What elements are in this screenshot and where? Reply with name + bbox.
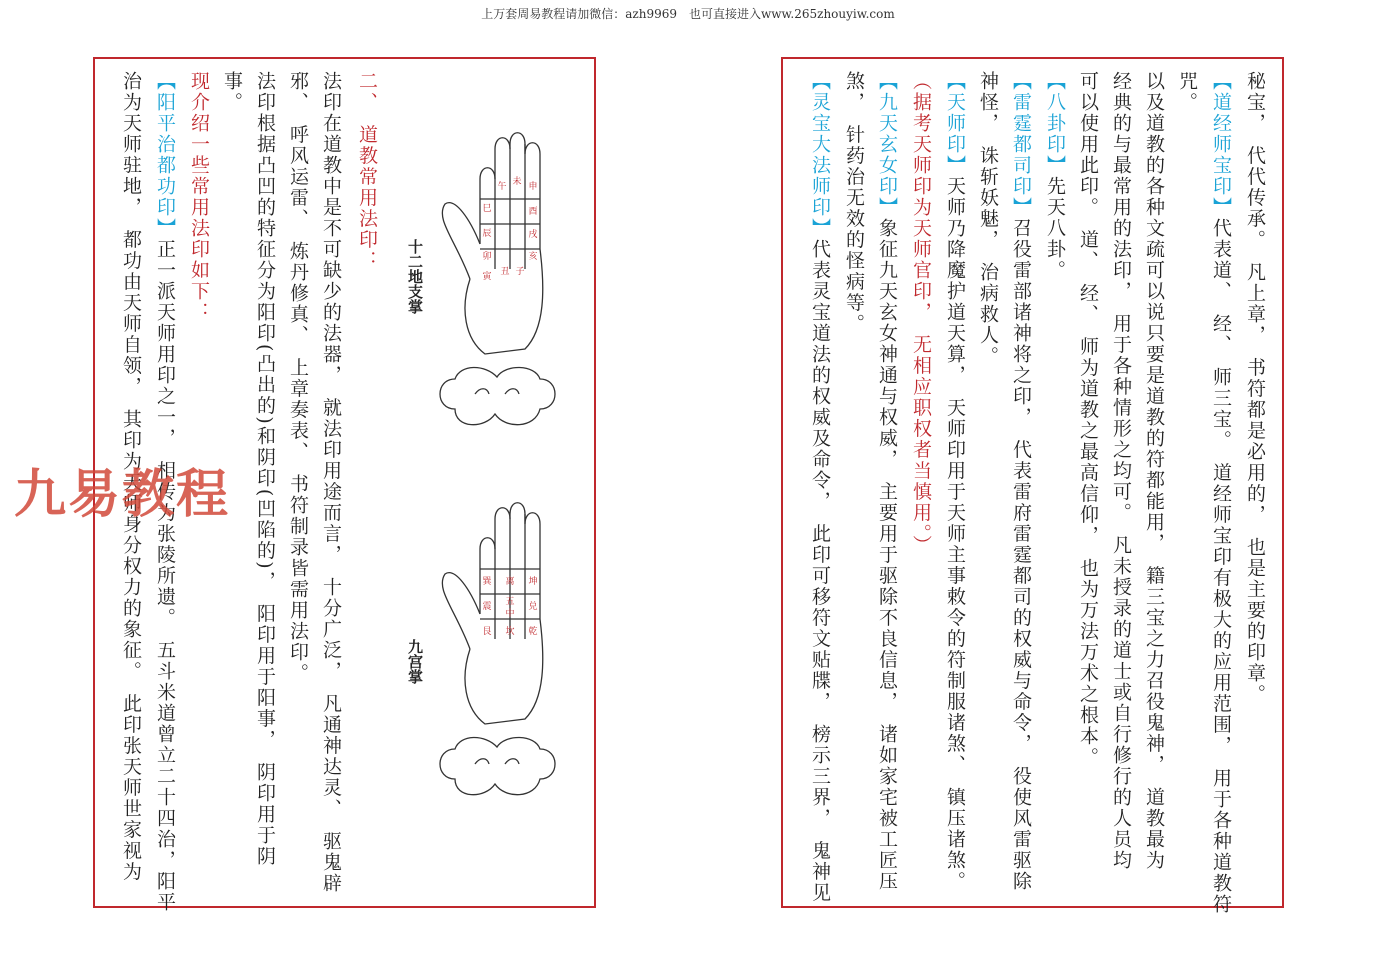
seal-description: 召役雷部诸神将之印， 代表雷府雷霆都司的权威与命令， 役使风雷驱除 — [1010, 218, 1032, 892]
branch-cell: 卯 — [482, 252, 492, 262]
text-column — [1207, 71, 1234, 915]
twelve-branches-hand-label: 十二地支掌 — [406, 239, 424, 314]
branch-cell: 申 — [528, 182, 538, 192]
branch-cell: 亥 — [528, 252, 538, 262]
text-column: 邪、 呼风运雷、 炼丹修真、 上章奏表、 书符制录皆需用法印。 — [287, 71, 309, 684]
branch-cell: 寅 — [482, 272, 492, 282]
top-banner: 上万套周易教程请加微信：azh9969 也可直接进入www.265zhouyiw.com — [481, 7, 895, 21]
palace-cell: 乾 — [528, 627, 538, 637]
palace-cell: 巽 — [482, 577, 492, 587]
palace-cell: 兑 — [528, 602, 538, 612]
seal-description: 象征九天玄女神通与权威， 主要用于驱除不良信息， 诸如家宅被工匠压 — [876, 218, 898, 892]
palace-cell: 中 — [505, 609, 515, 619]
seal-description: 先天八卦。 — [1044, 176, 1066, 281]
branch-cell: 子 — [515, 267, 525, 277]
text-column: 事。 — [221, 71, 243, 113]
branch-cell: 酉 — [528, 207, 538, 217]
text-column: 秘宝， 代代传承。 凡上章， 书符都是必用的， 也是主要的印章。 — [1244, 71, 1266, 705]
palace-cell: 坎 — [505, 627, 515, 637]
text-column: 法印根据凸凹的特征分为阳印(凸出的)和阴印(凹陷的)， 阳印用于阳事， 阴印用于阴 — [254, 71, 276, 867]
text-column: 以及道教的各种文疏可以说只要是道教的符都能用， 籍三宝之力召役鬼神， 道教最为 — [1143, 71, 1165, 871]
text-column: 煞， 针药治无效的怪病等。 — [843, 71, 865, 335]
text-column — [873, 71, 900, 892]
text-column — [1007, 71, 1034, 892]
text-column — [1041, 71, 1068, 281]
right-page — [781, 57, 1284, 915]
nine-palaces-hand-diagram — [425, 479, 585, 829]
seal-name: 【九天玄女印】 — [876, 71, 898, 218]
branch-cell: 巳 — [482, 204, 492, 214]
seal-description: 正一派天师用印之一， 相传为张陵所遗。 五斗米道曾立二十四治，阳平 — [154, 239, 176, 913]
section-heading: 二、 道教常用法印： — [356, 71, 378, 272]
palace-cell: 震 — [482, 602, 492, 612]
text-column: 咒。 — [1176, 71, 1198, 113]
seal-description: 代表道、 经、 师三宝。 道经师宝印有极大的应用范围， 用于各种道教符 — [1210, 218, 1232, 915]
palace-cell: 离 — [505, 577, 515, 587]
text-column: 法印在道教中是不可缺少的法器， 就法印用途而言， 十分广泛， 凡通神达灵、 驱鬼辟 — [320, 71, 342, 894]
text-column — [941, 71, 968, 892]
palace-cell: 坤 — [528, 577, 538, 587]
branch-cell: 丑 — [500, 267, 510, 277]
seal-name: 【阳平治都功印】 — [154, 71, 176, 239]
seal-name: 【道经师宝印】 — [1210, 71, 1232, 218]
text-column — [806, 71, 833, 904]
branch-cell: 辰 — [482, 229, 492, 239]
text-column: 经典的与最常用的法印， 用于各种情形之均可。 凡未授录的道士或自行修行的人员均 — [1110, 71, 1132, 871]
seal-name: 【灵宝大法师印】 — [809, 71, 831, 239]
twelve-branches-hand-diagram — [425, 109, 585, 459]
seal-name: 【雷霆都司印】 — [1010, 71, 1032, 218]
seal-description: 天师乃降魔护道天算， 天师印用于天师主事敕令的符制服诸煞、 镇压诸煞。 — [944, 176, 966, 892]
seal-description: 代表灵宝道法的权威及命令， 此印可移符文贴牒， 榜示三界， 鬼神见 — [809, 239, 831, 904]
branch-cell: 午 — [497, 182, 507, 192]
caution-note: （据考天师印为天师官印， 无相应职权者当慎用。） — [910, 71, 932, 556]
nine-palaces-hand-label: 九宫掌 — [406, 639, 424, 684]
palace-cell: 艮 — [482, 627, 492, 637]
branch-cell: 戌 — [528, 230, 538, 240]
watermark-logo: 九易教程 — [14, 465, 231, 525]
section-heading: 现介绍一些常用法印如下： — [188, 71, 210, 323]
palace-center-number: 五 — [505, 597, 515, 607]
seal-name: 【天师印】 — [944, 71, 966, 176]
text-column: 治为天师驻地， 都功由天师自领， 其印为天师身分权力的象征。 此印张天师世家视为 — [120, 71, 142, 883]
text-column: 神怪， 诛斩妖魅， 治病救人。 — [977, 71, 999, 367]
branch-cell: 未 — [512, 177, 522, 187]
seal-name: 【八卦印】 — [1044, 71, 1066, 176]
text-column: 可以使用此印。 道、 经、 师为道教之最高信仰， 也为万法万术之根本。 — [1077, 71, 1099, 768]
